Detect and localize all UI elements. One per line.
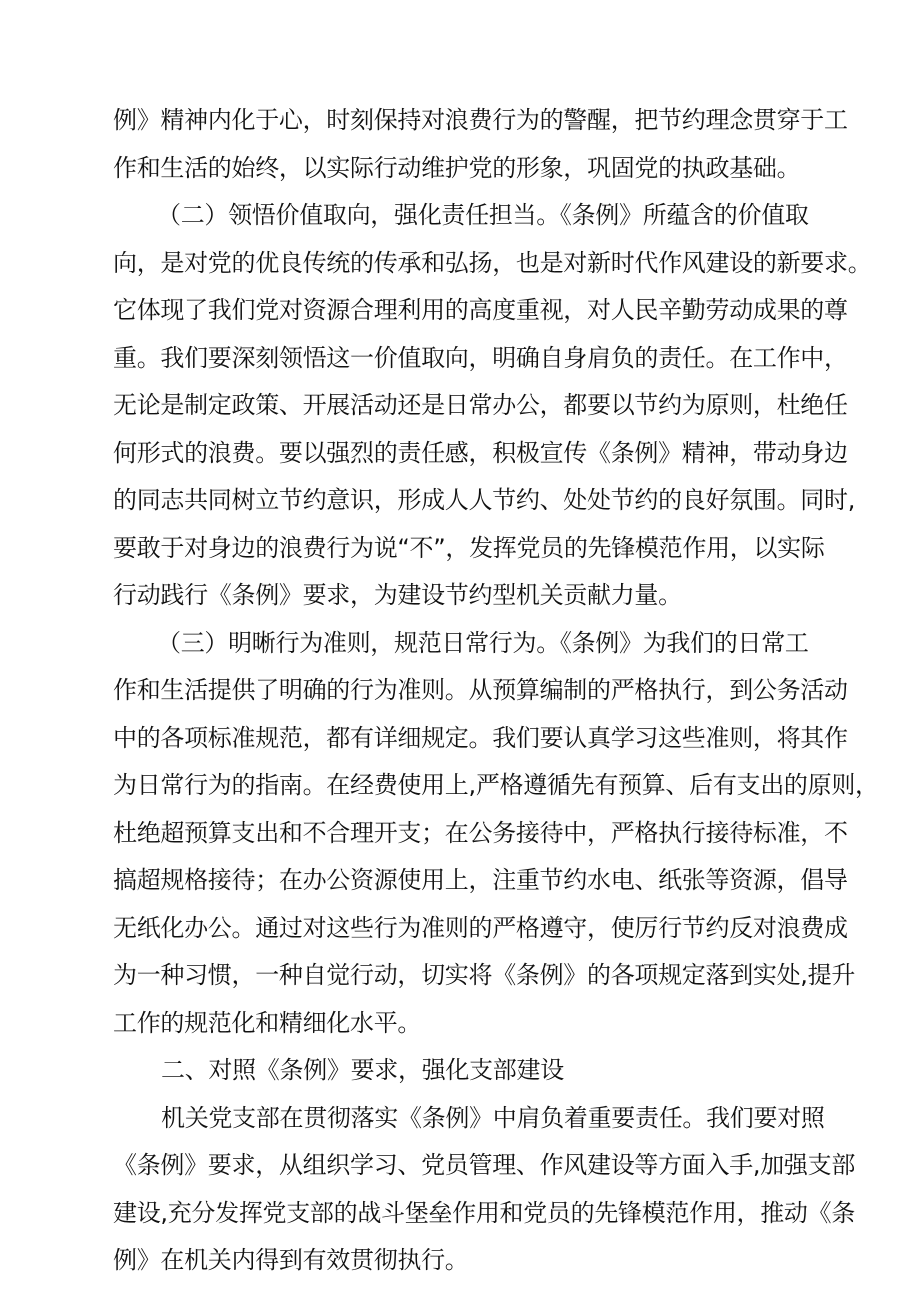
section-heading-2: （二）领悟价值取向，强化责任担当。《条例》所蕴含的价值取: [157, 201, 809, 229]
text-line: 杜绝超预算支出和不合理开支；在公务接待中，严格执行接待标准，不: [113, 818, 848, 847]
text-line: 中的各项标准规范，都有详细规定。我们要认真学习这些准则，将其作: [113, 723, 848, 752]
text-line: 的同志共同树立节约意识，形成人人节约、处处节约的良好氛围。同时,: [113, 486, 856, 514]
text-line: 作和生活提供了明确的行为准则。从预算编制的严格执行，到公务活动: [113, 676, 848, 704]
text-line: 例》在机关内得到有效贯彻执行。: [113, 1246, 469, 1274]
text-line: 工作的规范化和精细化水平。: [113, 1008, 422, 1037]
text-line: 向，是对党的优良传统的传承和弘扬，也是对新时代作风建设的新要求。: [113, 248, 872, 277]
text-line: 作和生活的始终，以实际行动维护党的形象，巩固党的执政基础。: [113, 153, 801, 182]
text-line: 何形式的浪费。要以强烈的责任感，积极宣传《条例》精神，带动身边: [113, 438, 848, 467]
text-line: 它体现了我们党对资源合理利用的高度重视，对人民辛勤劳动成果的尊: [113, 296, 848, 324]
section-heading-3: （三）明晰行为准则，规范日常行为。《条例》为我们的日常工: [157, 628, 809, 657]
text-line: 行动践行《条例》要求，为建设节约型机关贡献力量。: [113, 581, 682, 609]
text-line: 为一种习惯，一种自觉行动，切实将《条例》的各项规定落到实处,提升: [113, 961, 856, 989]
text-line: 要敢于对身边的浪费行为说“不”，发挥党员的先锋模范作用，以实际: [113, 533, 825, 562]
text-line: 为日常行为的指南。在经费使用上,严格遵循先有预算、后有支出的原则，: [113, 771, 879, 799]
text-line: 无纸化办公。通过对这些行为准则的严格遵守，使厉行节约反对浪费成: [113, 913, 848, 942]
text-line: 搞超规格接待；在办公资源使用上，注重节约水电、纸张等资源，倡导: [113, 866, 848, 894]
text-line: 《条例》要求，从组织学习、党员管理、作风建设等方面入手,加强支部: [113, 1151, 856, 1179]
text-line: 建设,充分发挥党支部的战斗堡垒作用和党员的先锋模范作用，推动《条: [113, 1198, 856, 1227]
paragraph-start: 机关党支部在贯彻落实《条例》中肩负着重要责任。我们要对照: [161, 1103, 825, 1132]
main-heading-2: 二、对照《条例》要求，强化支部建设: [161, 1056, 564, 1084]
body-text: [113, 97, 879, 1285]
text-line: 重。我们要深刻领悟这一价值取向，明确自身肩负的责任。在工作中，: [113, 343, 848, 372]
text-line: 无论是制定政策、开展活动还是日常办公，都要以节约为原则，杜绝任: [113, 391, 848, 419]
text-line: 例》精神内化于心，时刻保持对浪费行为的警醒，把节约理念贯穿于工: [113, 106, 848, 134]
